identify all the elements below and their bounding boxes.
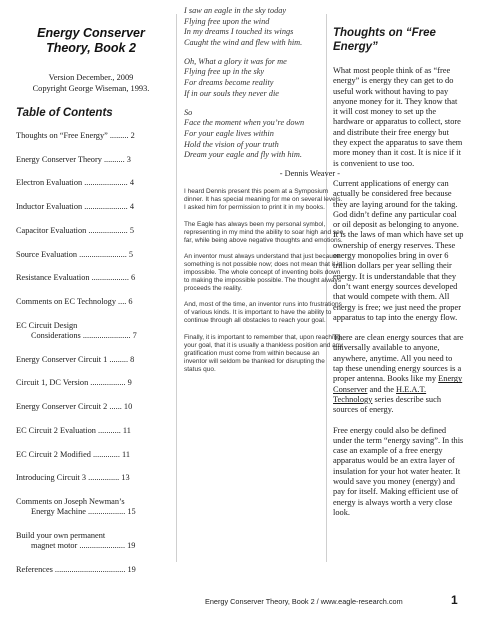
toc-entry-continuation: Considerations ....................... 7 [31,331,137,341]
toc-entry-text: Energy Conserver Circuit 1 ......... 8 [16,354,135,364]
toc-entry-text: EC Circuit 2 Evaluation ........... 11 [16,425,131,435]
toc-entry-text: Comments on EC Technology .... 6 [16,296,133,306]
toc-entry-text: Electron Evaluation ..................... 4 [16,178,134,188]
toc-item [16,402,166,412]
toc-item [16,297,166,307]
poem-line: Dream your eagle and fly with him. [184,150,302,160]
table-of-contents [16,131,166,576]
paragraph-1: What most people think of as “free energy” is energy they can get to do useful work without having to pay anyone money for it. They know that it will cost money to set up the hardware or apparatus to collect, store and distribute their free energy but they expect the apparatus to save them more money than it cost. It is nice if it is convenient to use too. [333,66,463,168]
toc-item [16,321,166,342]
toc-item [16,450,166,460]
toc-entry-continuation: Energy Machine .................. 15 [31,507,136,517]
poem-line: In my dreams I touched its wings [184,27,294,37]
title-line-2: Theory, Book 2 [46,41,136,55]
toc-item [16,565,166,575]
energy-conserver-reference: Energy Conserver [333,374,463,394]
toc-item [16,131,166,141]
toc-item [16,226,166,236]
copyright-text: Copyright George Wiseman, 1993. [32,83,150,93]
toc-entry-text: Circuit 1, DC Version ................. 9 [16,378,132,388]
toc-entry-text: Inductor Evaluation ..................... 4 [16,202,134,212]
toc-entry-text: References .................................. 19 [16,565,136,575]
commentary-paragraph: And, most of the time, an inventor runs into frustrations of various kinds. It is important to have the ability to continue through all obstacles to reach your goal. [184,301,342,325]
poem-line: If in our souls they never die [184,88,279,98]
commentary-paragraph: An inventor must always understand that just because something is not possible now; does not mean that it is impossible. The whole concept of inventing boils down to making the impossible possible. The thought always proceeds the reality. [184,252,342,293]
title-line-1: Energy Conserver [37,26,145,40]
toc-heading: Table of Contents [16,107,113,119]
heat-technology-reference: H.E.A.T. Technology [333,384,427,404]
toc-entry-text: Source Evaluation ....................... 5 [16,249,134,259]
toc-item [16,250,166,260]
toc-item [16,202,166,212]
toc-entry-text: EC Circuit Design [16,320,78,330]
toc-item [16,273,166,283]
toc-item [16,531,166,552]
toc-entry-text: Thoughts on “Free Energy” ......... 2 [16,131,135,140]
footer-text: Energy Conserver Theory, Book 2 / www.eagle-research.com [205,597,403,606]
toc-item [16,178,166,188]
left-column [16,26,166,589]
toc-entry-text: Energy Conserver Theory .......... 3 [16,154,131,164]
poem-line: Hold the vision of your truth [184,139,279,149]
poem-line: Flying free upon the wind [184,16,270,26]
toc-entry-continuation: magnet motor ...................... 19 [31,541,136,551]
version-text: Version December., 2009 [48,73,134,82]
column-divider-left [176,14,177,562]
paragraph-3-text-mid: and the [367,384,397,394]
section-heading: Thoughts on “Free Energy” [333,27,436,53]
poem-line: For dreams become reality [184,78,274,88]
middle-column [184,6,344,382]
poem-line: Flying free up in the sky [184,67,265,77]
toc-item [16,155,166,165]
paragraph-3-text-end: series describe such sources of energy. [333,394,442,415]
toc-entry-text: Capacitor Evaluation ................... 5 [16,225,134,235]
toc-entry-text: Comments on Joseph Newman’s [16,496,125,506]
poem-stanza [184,108,344,161]
paragraph-2: Current applications of energy can actually be considered free because they are laying around for the taking. God didn’t define any particular coal or oil deposit as belonging to anyone. It is the laws of man which have set up ownership of energy reserves. These energy monopolies bring in over 6 trillion dollars per year selling their energy. It is understandable that they don’t want energy sources developed that would compete with them. All energy is free; we just need the proper apparatus to tap into the energy flow. [333,178,464,322]
poem-line: For your eagle lives within [184,128,274,138]
toc-item [16,497,166,518]
poem-attribution: - Dennis Weaver - [279,169,340,179]
document-title [16,26,166,56]
toc-entry-text: Resistance Evaluation .................. 6 [16,273,136,283]
poem [184,6,344,161]
poem-line: I saw an eagle in the sky today [184,6,287,15]
toc-item [16,473,166,483]
poem-stanza [184,57,344,99]
poem-line: So [184,107,193,117]
paragraph-4: Free energy could also be defined under the term “energy saving”. In this case an example of a free energy apparatus would be an extra layer of insulation for your hot water heater. It would save you money (energy) and pay for itself. Making efficient use of energy is always worth a very close look. [333,425,464,517]
toc-entry-text: EC Circuit 2 Modified ............. 11 [16,449,130,459]
commentary-paragraph: The Eagle has always been my personal symbol, representing in my mind the ability to soar high and see far, while being above negative thoughts and emotions. [184,220,344,244]
toc-entry-text: Introducing Circuit 3 ............... 13 [16,473,130,483]
poem-line: Face the moment when you’re down [184,118,305,128]
toc-item [16,426,166,436]
page-number: 1 [451,593,458,607]
paragraph-3 [333,333,464,415]
poem-line: Oh, What a glory it was for me [184,56,287,66]
toc-entry-text: Build your own permanent [16,531,106,541]
toc-item [16,355,166,365]
version-info [16,73,166,94]
toc-item [16,378,166,388]
paragraph-3-text: There are clean energy sources that are universally available to anyone, anywhere, anytime. All you need to tap these unending energy sources is a proper antenna. Books like my [333,333,464,384]
right-column [333,26,464,518]
toc-entry-text: Energy Conserver Circuit 2 ...... 10 [16,402,133,412]
poem-line: Caught the wind and flew with him. [184,37,303,47]
commentary-paragraph: Finally, it is important to remember that, upon reaching your goal, that it is usually a thankless position and any gratification must come from within because an inventor will seldom be thanked for disrupting the status quo. [184,333,343,373]
poem-stanza [184,6,344,48]
commentary-paragraph: I heard Dennis present this poem at a Symposium dinner. It has special meaning for me on several levels. I asked him for permission to print it in my books. [184,188,343,212]
commentary [184,188,344,374]
